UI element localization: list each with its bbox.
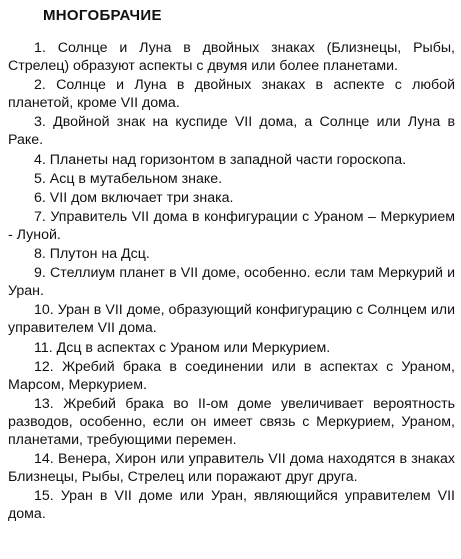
list-item — [8, 189, 455, 207]
list-item — [8, 39, 455, 75]
item-text: Дсц в аспектах с Ураном или Меркурием. — [56, 339, 331, 356]
item-number: 8. — [34, 246, 46, 263]
document-title: МНОГОБРАЧИЕ — [43, 7, 162, 24]
item-text: Жребий брака в соединении или в аспектах с Ураном, Марсом, Меркурием. — [8, 358, 455, 393]
item-number: 13. — [34, 395, 54, 412]
item-text: Планеты над горизонтом в западной части гороскопа. — [49, 151, 407, 168]
item-text: Уран в VII доме, образующий конфигурацию с Солнцем или управителем VII дома. — [8, 302, 455, 337]
list-item — [8, 339, 455, 357]
list-item — [8, 170, 455, 188]
item-number: 2. — [34, 77, 46, 94]
item-text: Солнце и Луна в двойных знаках (Близнецы, Рыбы, Стрелец) образуют аспекты с двумя или более планетами. — [8, 40, 456, 75]
item-number: 1. — [34, 40, 46, 56]
item-text: Жребий брака во II-ом доме увеличивает вероятность разводов, особенно, если он имеет связь с Меркурием, Ураном, планетами, требующими перемен. — [8, 395, 455, 448]
list-item — [8, 264, 455, 300]
list-item — [8, 450, 455, 486]
item-number: 10. — [34, 302, 54, 319]
list-item — [8, 487, 455, 523]
item-text: VII дом включает три знака. — [49, 189, 234, 206]
item-list — [8, 39, 455, 523]
item-number: 6. — [34, 189, 46, 206]
list-item — [8, 113, 455, 149]
item-number: 9. — [34, 265, 46, 282]
item-number: 7. — [34, 208, 46, 225]
item-number: 15. — [34, 488, 54, 505]
item-number: 14. — [34, 451, 54, 468]
item-text: Венера, Хирон или управитель VII дома находятся в знаках Близнецы, Рыбы, Стрелец или поражают друг друга. — [8, 451, 455, 486]
list-item — [8, 395, 455, 449]
item-text: Двойной знак на куспиде VII дома, а Солнце или Луна в Раке. — [8, 114, 455, 149]
list-item — [8, 151, 455, 169]
item-text: Управитель VII дома в конфигурации с Ураном – Меркурием - Луной. — [8, 208, 455, 243]
list-item — [8, 245, 455, 263]
item-number: 3. — [34, 114, 46, 131]
item-text: Асц в мутабельном знаке. — [49, 170, 223, 187]
list-item — [8, 76, 455, 112]
list-item — [8, 301, 455, 337]
item-number: 4. — [34, 151, 46, 168]
item-number: 12. — [34, 358, 54, 375]
list-item — [8, 208, 455, 244]
item-text: Уран в VII доме или Уран, являющийся управителем VII дома. — [8, 488, 455, 523]
item-number: 11. — [34, 339, 53, 356]
item-text: Солнце и Луна в двойных знаках в аспекте с любой планетой, кроме VII дома. — [8, 77, 455, 112]
item-text: Плутон на Дсц. — [49, 246, 150, 263]
item-number: 5. — [34, 170, 46, 187]
item-text: Стеллиум планет в VII доме, особенно. если там Меркурий и Уран. — [8, 265, 455, 300]
list-item — [8, 358, 455, 394]
